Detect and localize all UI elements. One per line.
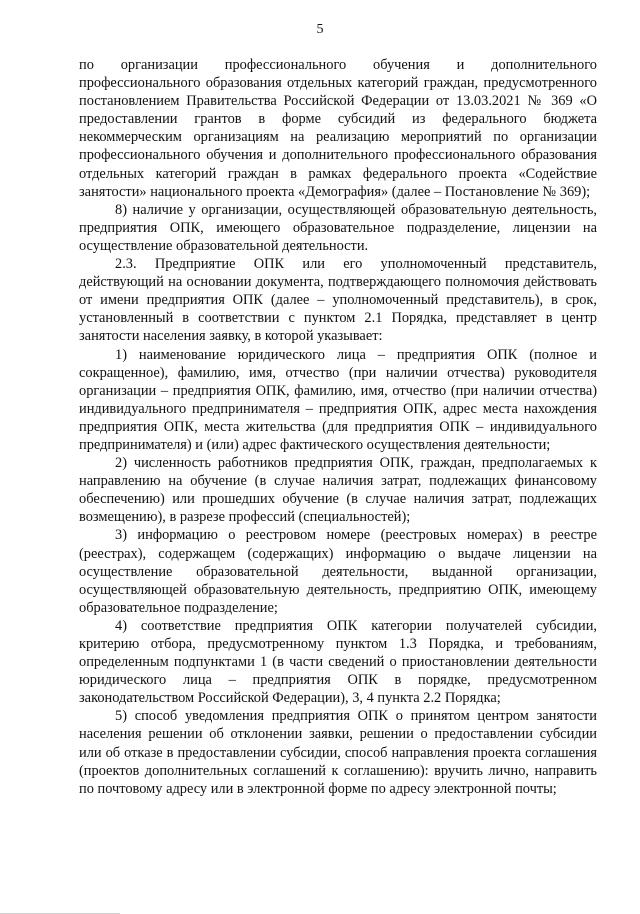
- paragraph-item-2-headcount: 2) численность работников предприятия ОПК, граждан, предполагаемых к направлению на обучение (в случае наличия затрат, подлежащих финансовому обеспечению) или прошедших обучение (в случае наличия затрат, подлежащих возмещению), в разрезе профессий (специальностей);: [79, 455, 597, 526]
- paragraph-item-8-license: 8) наличие у организации, осуществляющей образовательную деятельность, предприятия ОПК, имеющего образовательное подразделение, лицензии на осуществление образовательной деятельности.: [79, 201, 597, 254]
- paragraph-2-3-application: 2.3. Предприятие ОПК или его уполномоченный представитель, действующий на основании документа, подтверждающего полномочия действовать от имени предприятия ОПК (далее – уполномоченный представитель), в срок, установленный в соответствии с пунктом 2.1 Порядка, представляет в центр занятости населения заявку, в которой указывает:: [79, 256, 597, 345]
- document-body: [79, 56, 597, 798]
- paragraph-item-4-compliance: 4) соответствие предприятия ОПК категории получателей субсидии, критерию отбора, предусмотренному пунктом 1.3 Порядка, и требованиям, определенным подпунктами 1 (в части сведений о приостановлении деятельности юридического лица – предприятия ОПК в порядке, предусмотренном законодательством Российской Федерации), 3, 4 пункта 2.2 Порядка;: [79, 617, 597, 707]
- paragraph-item-5-notification: 5) способ уведомления предприятия ОПК о принятом центром занятости населения решении об отклонении заявки, решении о предоставлении субсидии или об отказе в предоставлении субсидии, способ направления проекта соглашения (проектов дополнительных соглашений к соглашению): вручить лично, направить по почтовому адресу или в электронной форме по адресу электронной почты;: [79, 708, 597, 797]
- page-number: 5: [316, 22, 324, 37]
- paragraph-postanovlenie-369: по организации профессионального обучения и дополнительного профессионального образования отдельных категорий граждан, предусмотренного постановлением Правительства Российской Федерации от 13.03.2021 № 369 «О предоставлении грантов в форме субсидий из федерального бюджета некоммерческим организациям на реализацию мероприятий по организации профессионального обучения и дополнительного профессионального образования отдельных категорий граждан в рамках федерального проекта «Содействие занятости» национального проекта «Демография» (далее – Постановление № 369);: [79, 57, 597, 200]
- paragraph-item-1-name: 1) наименование юридического лица – предприятия ОПК (полное и сокращенное), фамилию, имя, отчество (при наличии отчества) руководителя организации – предприятия ОПК, фамилию, имя, отчество (при наличии отчества) индивидуального предпринимателя – предприятия ОПК, адрес места нахождения предприятия ОПК, места жительства (для предприятия ОПК – индивидуального предпринимателя) и (или) адрес фактического осуществления деятельности;: [79, 346, 597, 453]
- paragraph-item-3-registry: 3) информацию о реестровом номере (реестровых номерах) в реестре (реестрах), содержащем (содержащих) информацию о выдаче лицензии на осуществление образовательной деятельности, выданной организации, осуществляющей образовательную деятельность, предприятию ОПК, имеющему образовательное подразделение;: [79, 527, 597, 616]
